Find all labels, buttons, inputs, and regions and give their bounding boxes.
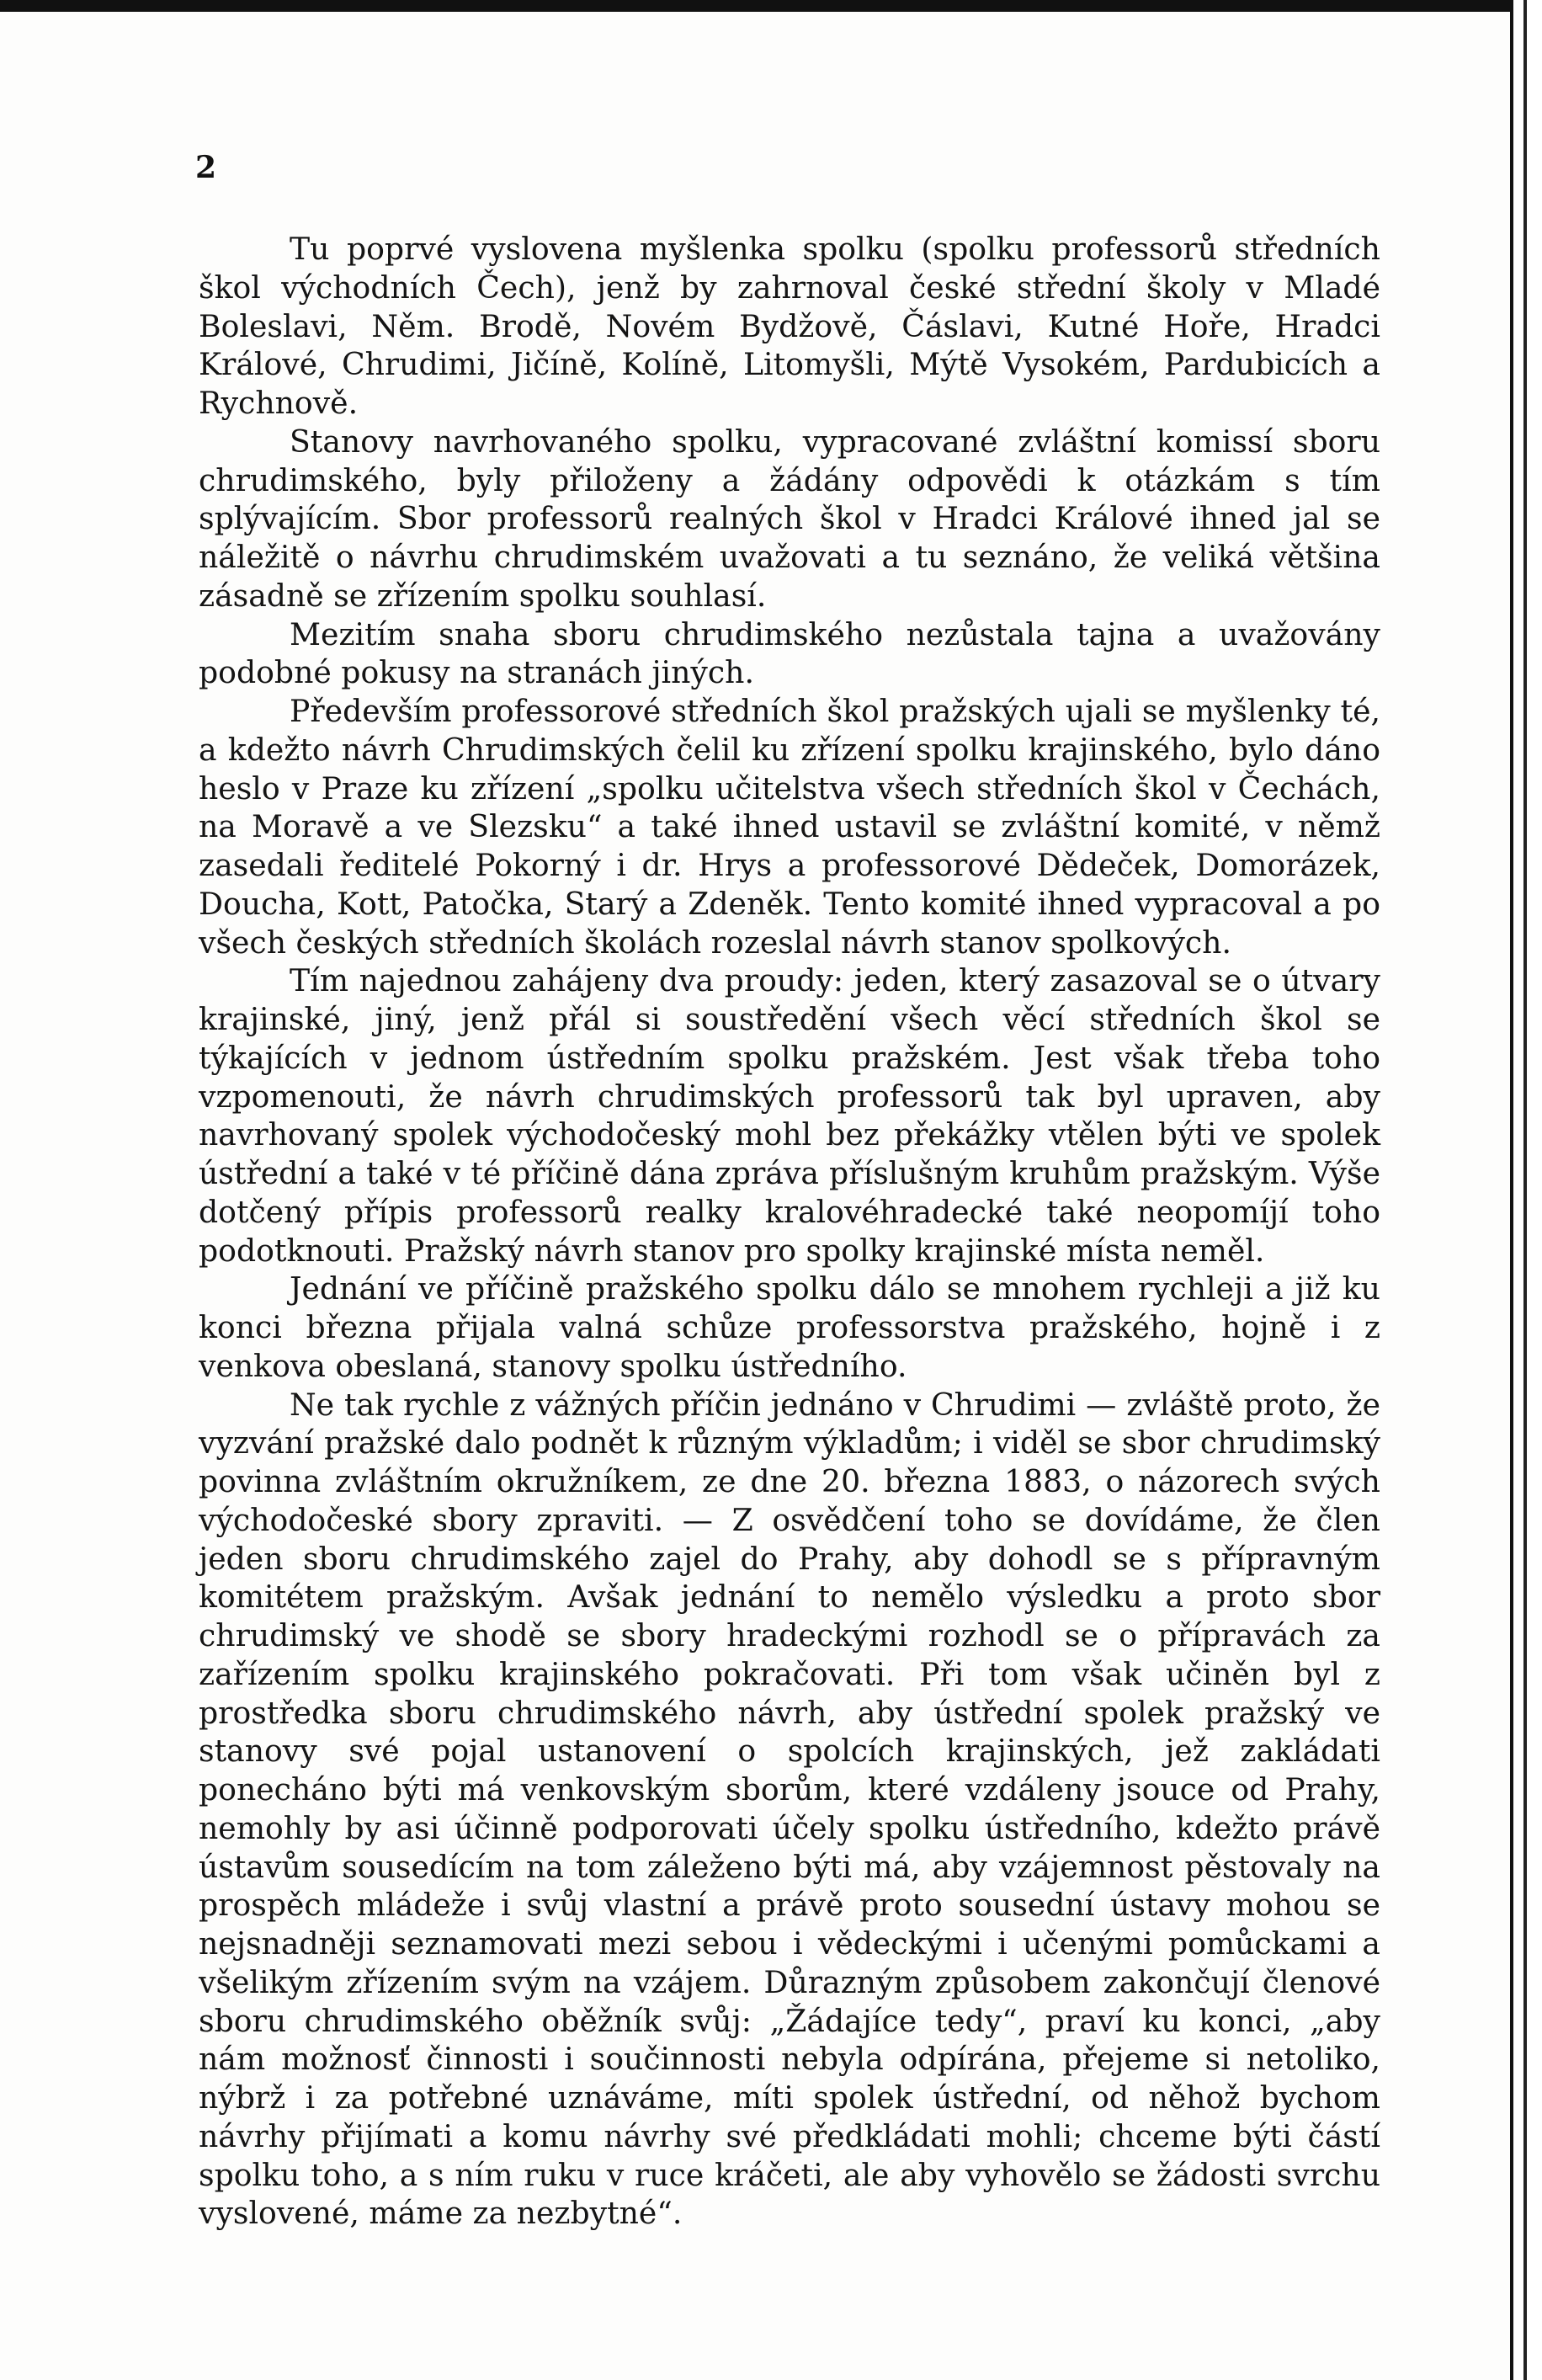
- paragraph: Jednání ve příčině pražského spolku dálo se mnohem rychleji a již ku konci března přijala valná schůze professorstva pražského, hojně i z venkova obeslaná, stanovy spolku ústředního.: [199, 1270, 1380, 1384]
- paragraph: Ne tak rychle z vážných příčin jednáno v Chrudimi — zvláště proto, že vyzvání pražské dalo podnět k různým výkladům; i viděl se sbor chrudimský povinna zvláštním okružníkem, ze dne 20. března 1883, o názorech svých východočeské sbory zpraviti. — Z osvědčení toho se dovídáme, že člen jeden sboru chrudimského zajel do Prahy, aby dohodl se s přípravným komitétem pražským. Avšak jednání to nemělo výsledku a proto sbor chrudimský ve shodě se sbory hradeckými rozhodl se o přípravách za zařízením spolku krajinského pokračovati. Při tom však učiněn byl z prostředka sboru chrudimského návrh, aby ústřední spolek pražský ve stanovy své pojal ustanovení o spolcích krajinských, jež zakládati ponecháno býti má venkovským sborům, které vzdáleny jsouce od Prahy, nemohly by asi účinně podporovati účely spolku ústředního, kdežto právě ústavům sousedícím na tom záleženo býti má, aby vzájemnost pěstovaly na prospěch mládeže i svůj vlastní a právě proto sousední ústavy mohou se nejsnadněji seznamovati mezi sebou i vědeckými i učenými pomůckami a všelikým zřízením svým na vzájem. Důrazným způsobem zakončují členové sboru chrudimského oběžník svůj: „Žádajíce tedy“, praví ku konci, „aby nám možnosť činnosti i součinnosti nebyla odpírána, přejeme si netoliko, nýbrž i za potřebné uznáváme, míti spolek ústřední, od něhož bychom návrhy přijímati a komu návrhy své předkládati mohli; chceme býti částí spolku toho, a s ním ruku v ruce kráčeti, ale aby vyhovělo se žádosti svrchu vyslovené, máme za nezbytné“.: [199, 1386, 1380, 2232]
- paragraph: Tu poprvé vyslovena myšlenka spolku (spolku professorů středních škol východních Čech), jenž by zahrnoval české střední školy v Mladé Boleslavi, Něm. Brodě, Novém Bydžově, Čáslavi, Kutné Hoře, Hradci Králové, Chrudimi, Jičíně, Kolíně, Litomyšli, Mýtě Vysokém, Pardubicích a Rychnově.: [199, 231, 1380, 421]
- scan-right-edge: [1510, 0, 1542, 2380]
- scan-top-edge: [0, 0, 1542, 12]
- paragraph: Tím najednou zahájeny dva proudy: jeden, který zasazoval se o útvary krajinské, jiný, jenž přál si soustředění všech věcí středních škol se týkajících v jednom ústředním spolku pražském. Jest však třeba toho vzpomenouti, že návrh chrudimských professorů tak byl upraven, aby navrhovaný spolek východočeský mohl bez překážky vtělen býti ve spolek ústřední a také v té příčině dána zpráva příslušným kruhům pražským. Výše dotčený přípis professorů realky kralovéhradecké také neopomíjí toho podotknouti. Pražský návrh stanov pro spolky krajinské místa neměl.: [199, 962, 1380, 1269]
- paragraph: Mezitím snaha sboru chrudimského nezůstala tajna a uvažovány podobné pokusy na stranách jiných.: [199, 615, 1380, 691]
- body-text: [199, 230, 1380, 2233]
- scan-right-edge-line: [1523, 0, 1527, 2380]
- paragraph: Stanovy navrhovaného spolku, vypracované zvláštní komissí sboru chrudimského, byly přiloženy a žádány odpovědi k otázkám s tím splývajícím. Sbor professorů realných škol v Hradci Králové ihned jal se náležitě o návrhu chrudimském uvažovati a tu seznáno, že veliká většina zásadně se zřízením spolku souhlasí.: [199, 423, 1380, 614]
- page-number: 2: [195, 150, 217, 185]
- paragraph: Především professorové středních škol pražských ujali se myšlenky té, a kdežto návrh Chrudimských čelil ku zřízení spolku krajinského, bylo dáno heslo v Praze ku zřízení „spolku učitelstva všech středních škol v Čechách, na Moravě a ve Slezsku“ a také ihned ustavil se zvláštní komité, v němž zasedali ředitelé Pokorný i dr. Hrys a professorové Dědeček, Domorázek, Doucha, Kott, Patočka, Starý a Zdeněk. Tento komité ihned vypracoval a po všech českých středních školách rozeslal návrh stanov spolkových.: [199, 693, 1380, 961]
